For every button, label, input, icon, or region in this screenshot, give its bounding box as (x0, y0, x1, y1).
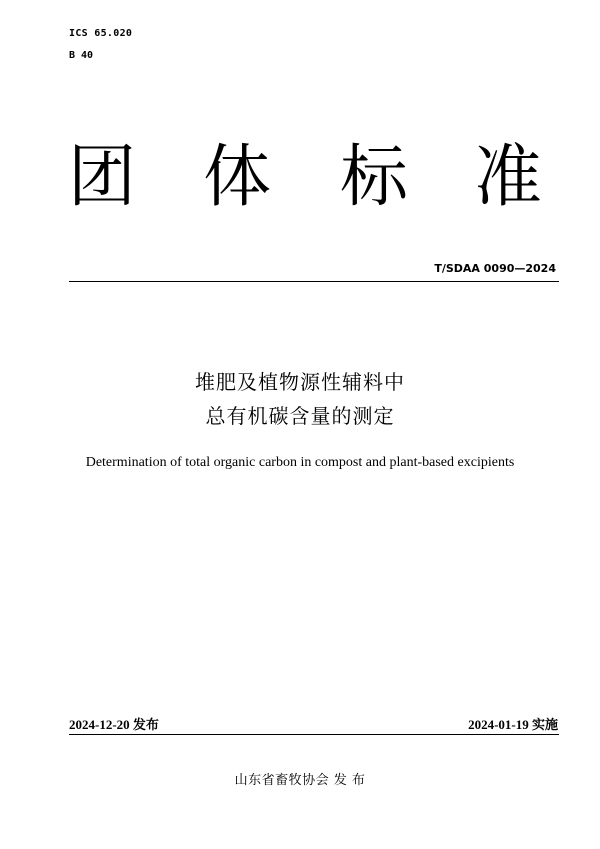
chinese-title-line-1: 堆肥及植物源性辅料中 (195, 370, 405, 394)
title-char-3: 标 (340, 138, 409, 217)
issue-date: 2024-12-20 发布 (69, 717, 159, 732)
title-char-4: 准 (474, 138, 543, 217)
ics-code: ICS 65.020 (69, 28, 133, 39)
chinese-title-line-2: 总有机碳含量的测定 (205, 404, 395, 428)
standard-number: T/SDAA 0090—2024 (434, 262, 556, 275)
title-char-1: 团 (68, 138, 137, 217)
top-divider (69, 281, 559, 282)
implementation-date: 2024-01-19 实施 (468, 717, 558, 732)
title-char-2: 体 (203, 138, 272, 217)
bottom-divider (69, 734, 559, 735)
classification-code: B 40 (69, 50, 94, 61)
english-title: Determination of total organic carbon in compost and plant-based excipients (85, 455, 515, 470)
publisher: 山东省畜牧协会 发 布 (234, 773, 366, 788)
